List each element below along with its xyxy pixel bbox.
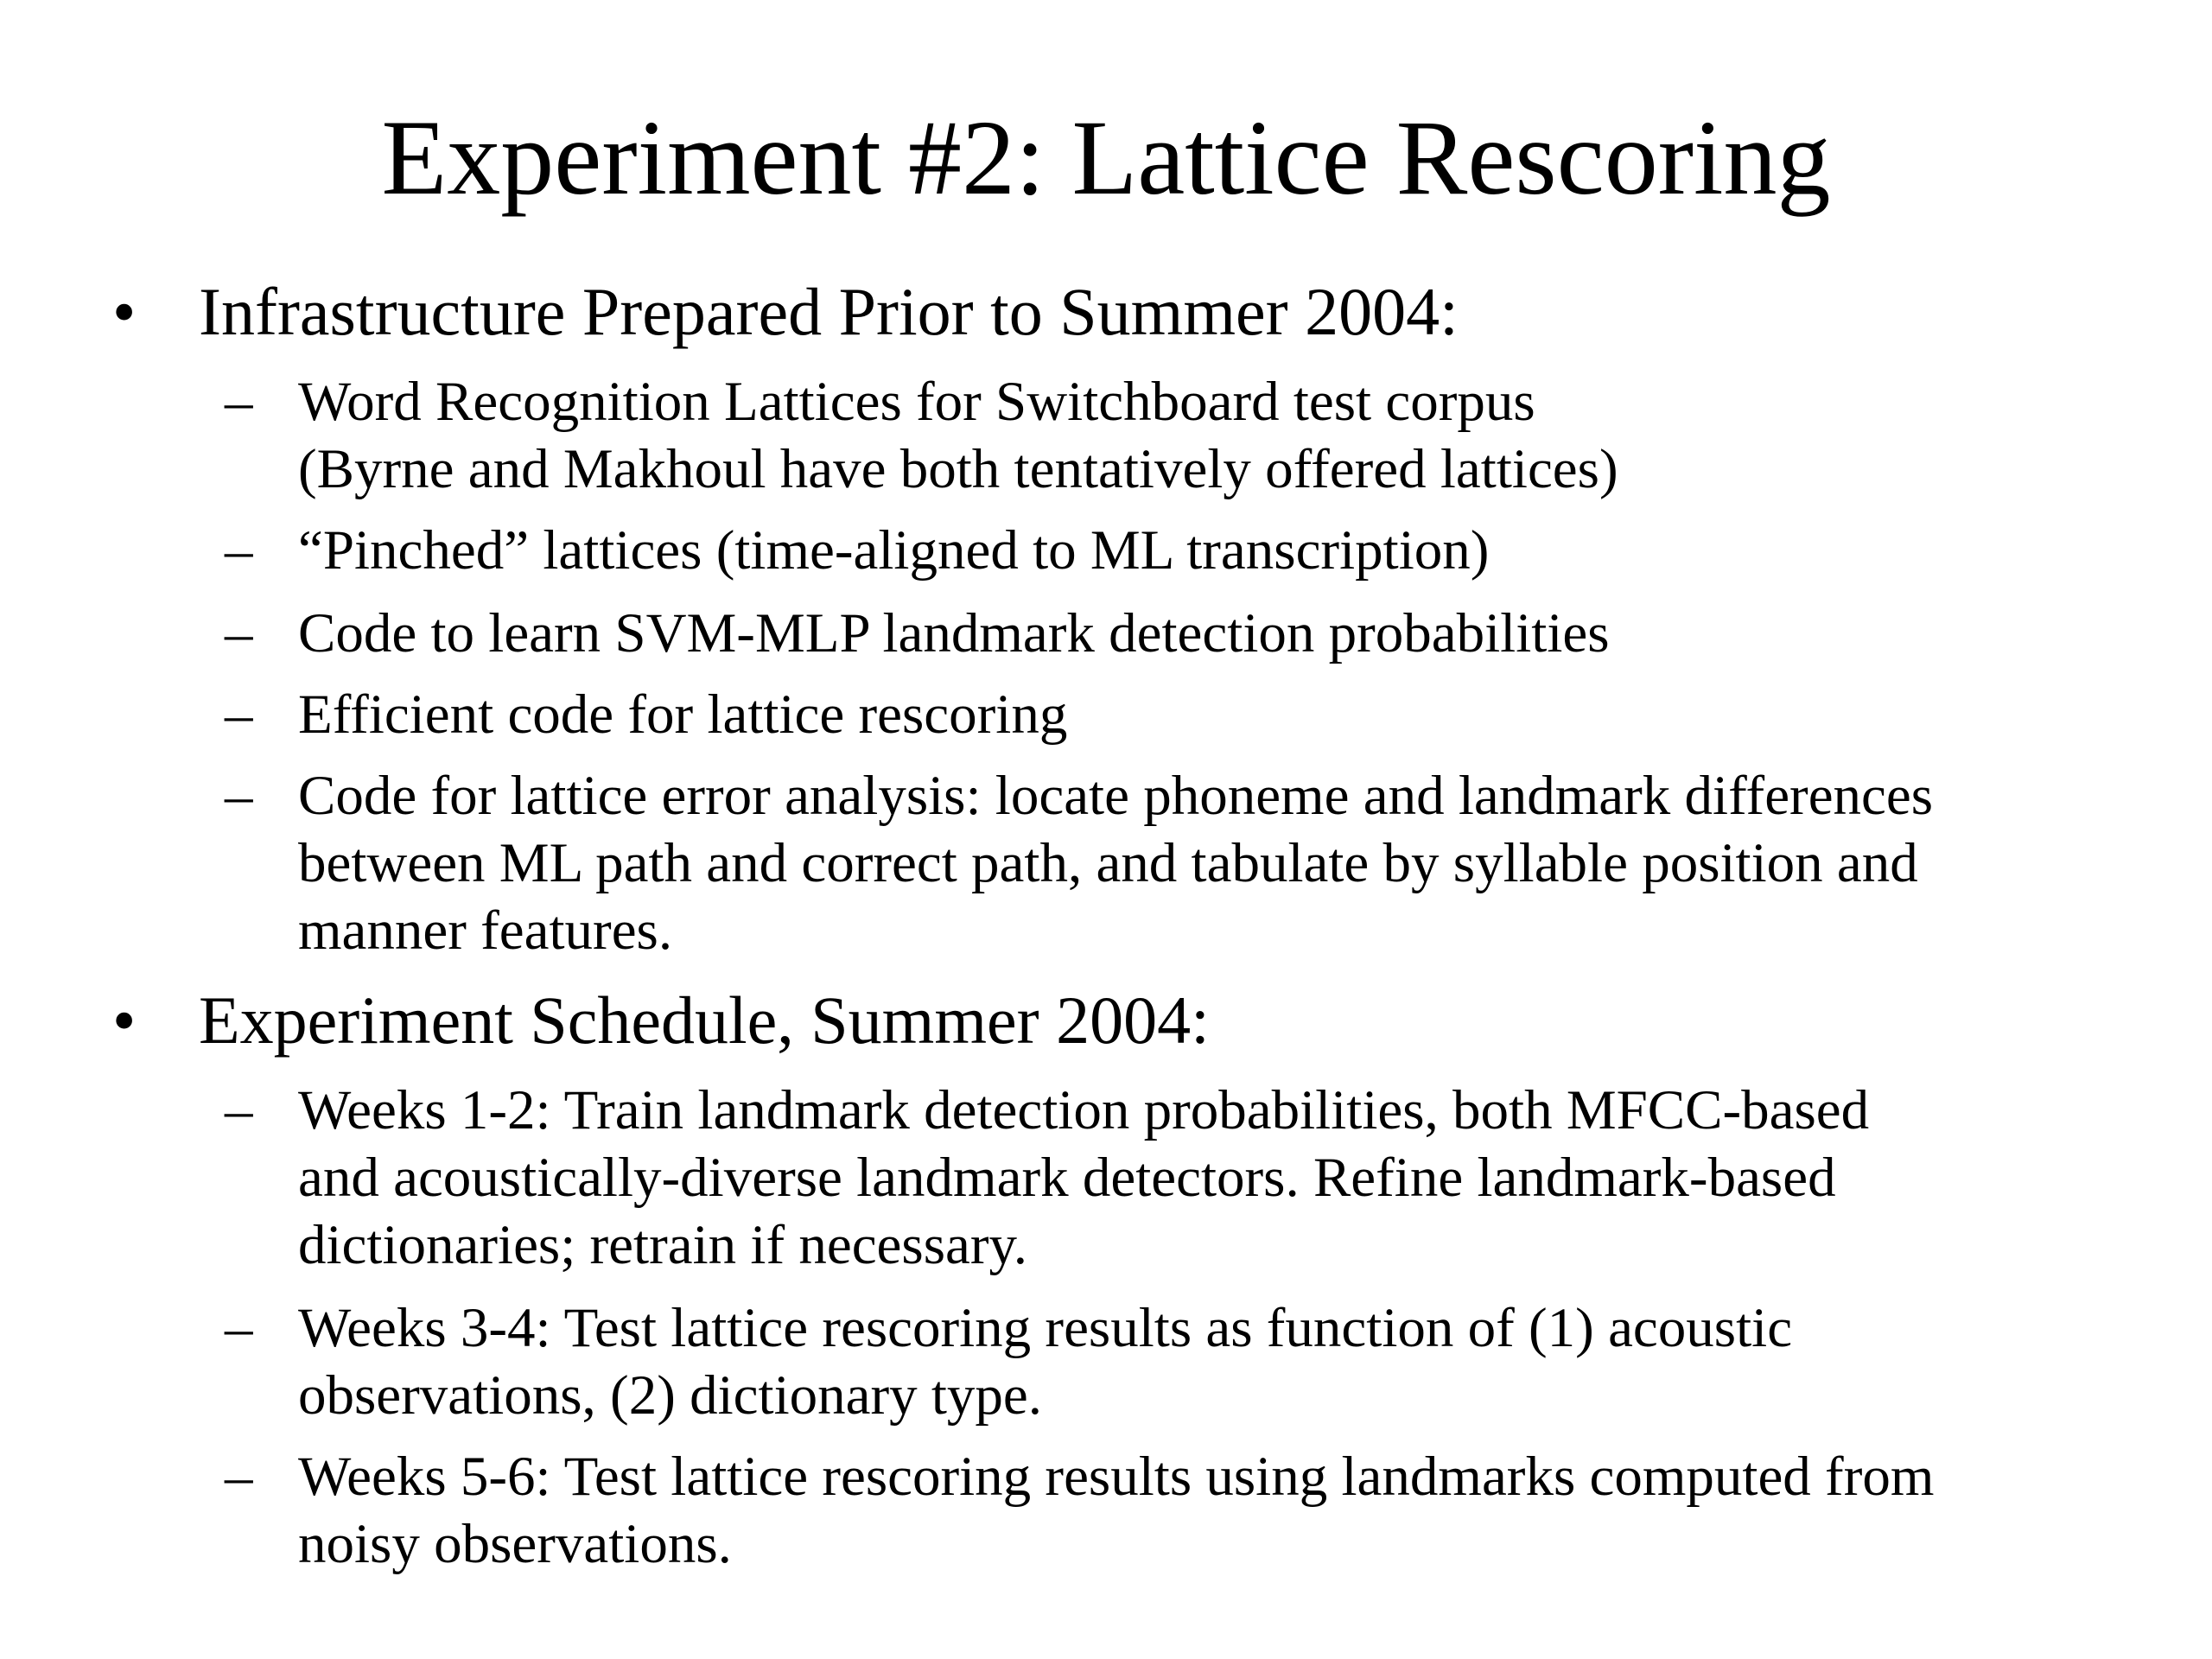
list-item-line: between ML path and correct path, and tabulate by syllable position and (298, 832, 1918, 894)
dash-icon: – (225, 683, 253, 746)
list-item (225, 1294, 2147, 1429)
dash-icon: – (225, 1297, 253, 1359)
section-heading-text: Infrastructure Prepared Prior to Summer 2004: (199, 274, 1459, 349)
list-item (225, 681, 2147, 748)
list-item-line: noisy observations. (298, 1513, 732, 1575)
list-item (225, 517, 2147, 584)
dash-icon: – (225, 602, 253, 664)
section-heading-infrastructure (112, 271, 1459, 353)
list-item-line: Efficient code for lattice rescoring (298, 683, 1068, 746)
list-item-line: Weeks 1-2: Train landmark detection probabilities, both MFCC-based (298, 1079, 1870, 1141)
list-item-line: “Pinched” lattices (time-aligned to ML transcription) (298, 519, 1490, 582)
list-item (225, 1443, 2147, 1578)
section-heading-schedule (112, 980, 1210, 1061)
list-item (225, 1077, 2147, 1279)
list-item-line: observations, (2) dictionary type. (298, 1364, 1043, 1427)
list-item-line: Code to learn SVM-MLP landmark detection probabilities (298, 602, 1610, 664)
list-item-line: Weeks 3-4: Test lattice rescoring results as function of (1) acoustic (298, 1297, 1793, 1359)
dash-icon: – (225, 1079, 253, 1141)
list-item-line: (Byrne and Makhoul have both tentatively offered lattices) (298, 438, 1618, 500)
dash-icon: – (225, 519, 253, 582)
list-item-line: Word Recognition Lattices for Switchboard test corpus (298, 371, 1535, 433)
list-item-line: Code for lattice error analysis: locate phoneme and landmark differences (298, 765, 1934, 827)
list-item-line: dictionaries; retrain if necessary. (298, 1214, 1028, 1276)
list-item (225, 368, 2147, 503)
list-item-line: manner features. (298, 899, 673, 962)
list-item-line: and acoustically-diverse landmark detectors. Refine landmark-based (298, 1147, 1836, 1209)
slide-title: Experiment #2: Lattice Rescoring (381, 99, 1831, 217)
section-heading-text: Experiment Schedule, Summer 2004: (199, 982, 1210, 1058)
dash-icon: – (225, 1446, 253, 1508)
bullet-icon: • (112, 982, 137, 1058)
list-item-line: Weeks 5-6: Test lattice rescoring results using landmarks computed from (298, 1446, 1935, 1508)
list-item (225, 762, 2147, 964)
dash-icon: – (225, 371, 253, 433)
list-item (225, 600, 2147, 667)
bullet-icon: • (112, 274, 137, 349)
dash-icon: – (225, 765, 253, 827)
